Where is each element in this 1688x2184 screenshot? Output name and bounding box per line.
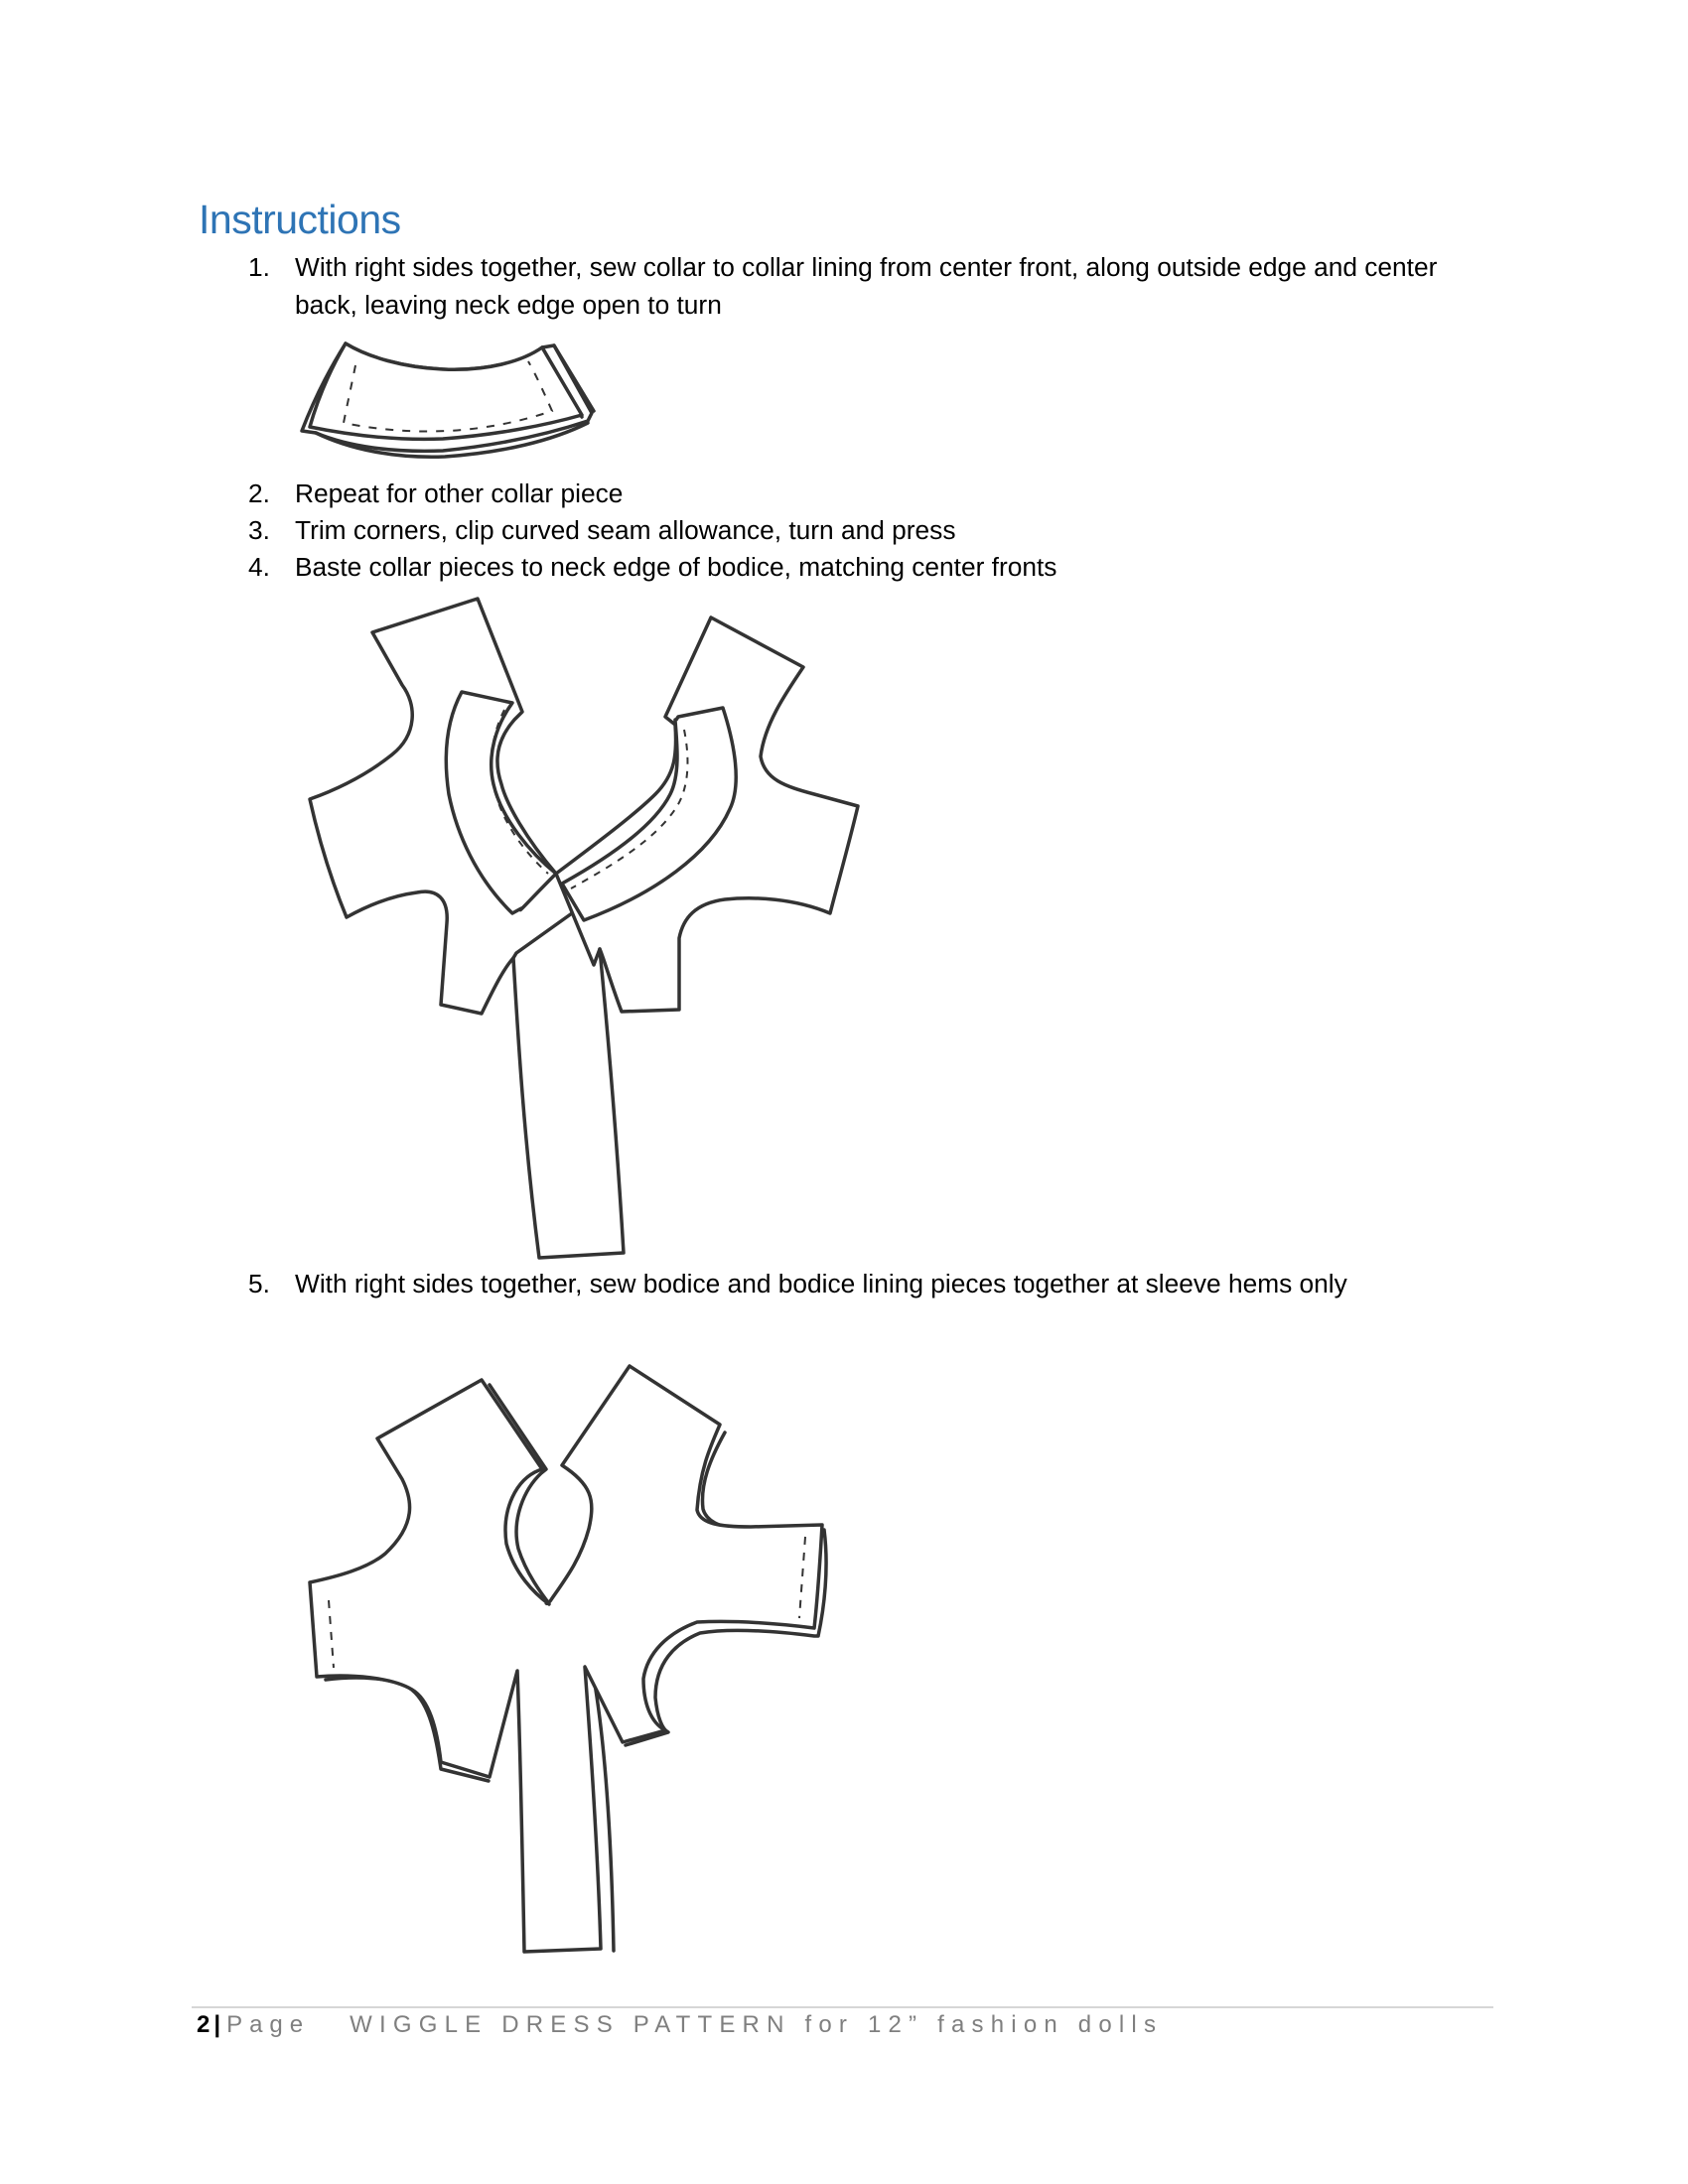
step-text: With right sides together, sew bodice and bodice lining pieces together at sleeve hems only <box>295 1269 1347 1298</box>
step-text: Trim corners, clip curved seam allowance, turn and press <box>295 515 956 545</box>
bodice-collar-drawing <box>288 586 884 1271</box>
bodice-with-collar-illustration <box>288 586 884 1271</box>
document-title: WIGGLE DRESS PATTERN for 12” fashion dolls <box>350 2011 1164 2038</box>
step-number: 5. <box>248 1269 270 1298</box>
collar-drawing <box>294 336 597 460</box>
instruction-step <box>248 475 1499 512</box>
page-footer <box>197 2011 1163 2039</box>
bodice-with-lining-illustration <box>288 1350 844 1966</box>
step-number: 2. <box>248 478 270 508</box>
instruction-step <box>248 248 1499 324</box>
step-number: 3. <box>248 515 270 545</box>
page-label: Page <box>226 2011 311 2038</box>
section-heading: Instructions <box>199 197 401 242</box>
step-number: 4. <box>248 552 270 582</box>
step-number: 1. <box>248 252 270 282</box>
footer-divider <box>192 2006 1493 2008</box>
step-text: Repeat for other collar piece <box>295 478 624 508</box>
instruction-step <box>248 1265 1499 1302</box>
instruction-step <box>248 548 1499 586</box>
page-number: 2 <box>197 2011 211 2038</box>
step-text: With right sides together, sew collar to collar lining from center front, along outside edge and center back, leaving neck edge open to turn <box>295 252 1438 320</box>
bodice-lining-drawing <box>288 1350 844 1966</box>
step-text: Baste collar pieces to neck edge of bodice, matching center fronts <box>295 552 1057 582</box>
instruction-step <box>248 511 1499 549</box>
collar-illustration <box>294 336 597 460</box>
footer-separator: | <box>213 2011 221 2038</box>
